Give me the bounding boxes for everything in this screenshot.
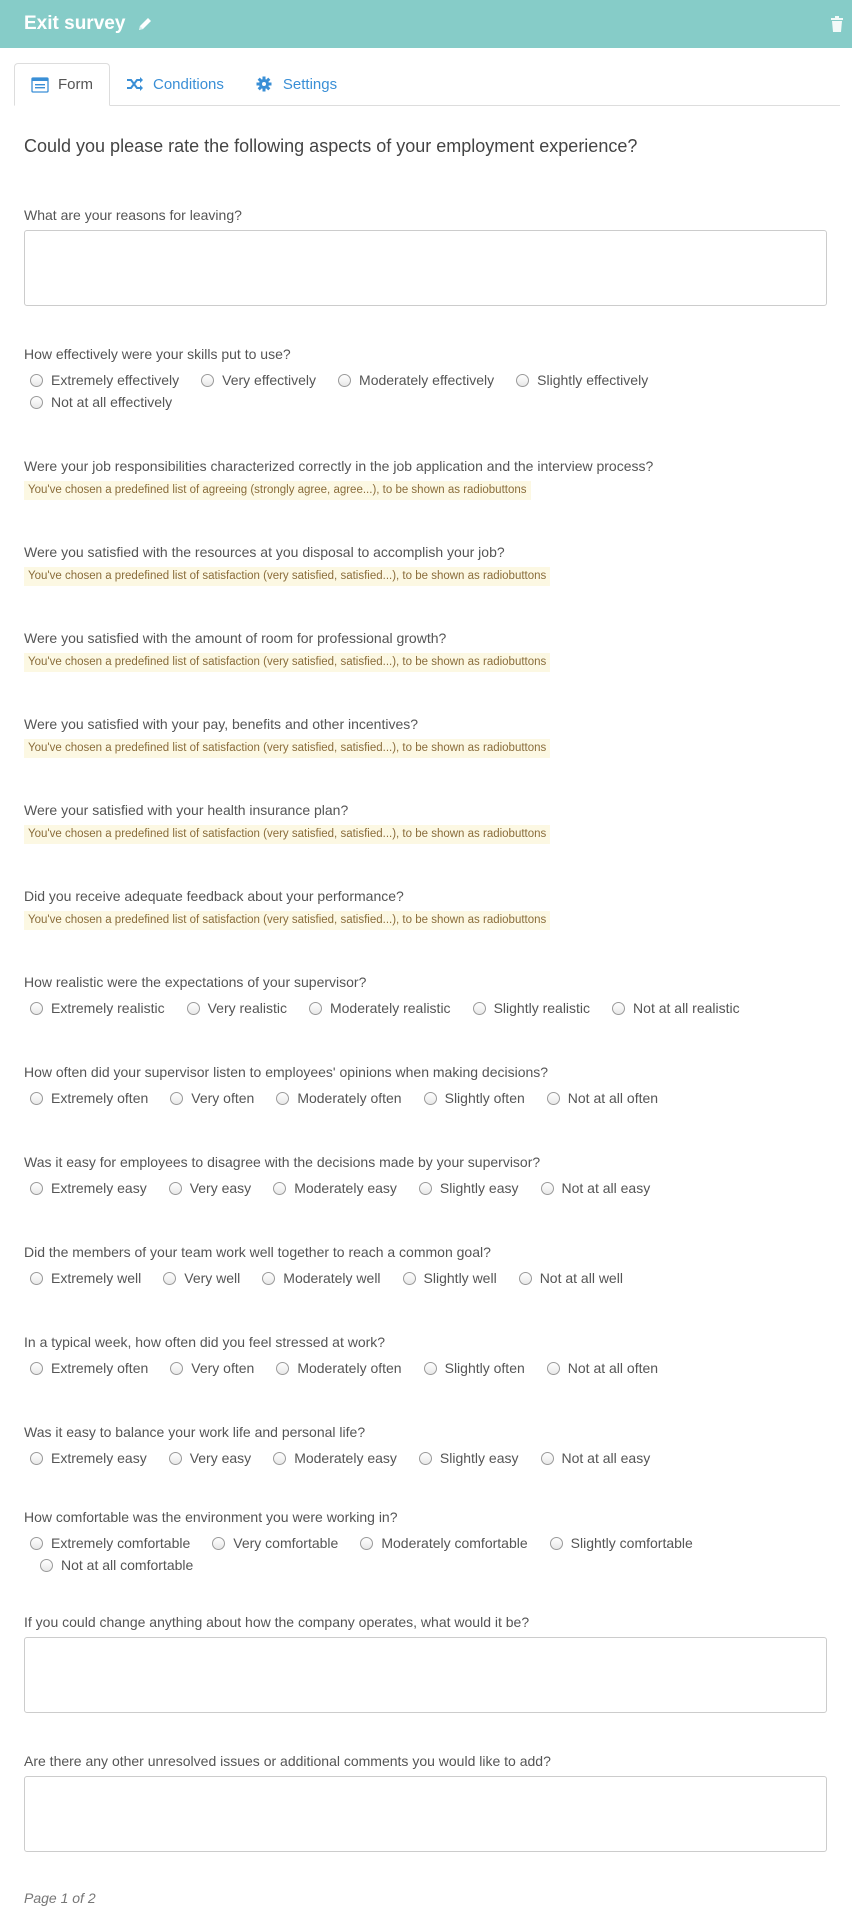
radio-button[interactable] bbox=[163, 1272, 176, 1285]
question-13 bbox=[24, 1332, 828, 1379]
radio-option[interactable] bbox=[195, 369, 316, 391]
radio-option[interactable] bbox=[467, 997, 590, 1019]
radio-button[interactable] bbox=[547, 1362, 560, 1375]
question-15 bbox=[24, 1507, 828, 1576]
answer-textarea[interactable] bbox=[24, 1776, 827, 1852]
radio-option-label: Moderately often bbox=[297, 1090, 402, 1106]
question-label: How effectively were your skills put to use? bbox=[24, 346, 291, 362]
question-1 bbox=[24, 205, 828, 306]
tab-settings-label: Settings bbox=[282, 75, 338, 93]
radio-button[interactable] bbox=[262, 1272, 275, 1285]
question-2 bbox=[24, 344, 828, 413]
predefined-list-note: You've chosen a predefined list of satisfaction (very satisfied, satisfied...), to be shown as radiobuttons bbox=[24, 653, 550, 672]
question-5 bbox=[24, 628, 828, 672]
radio-button[interactable] bbox=[419, 1182, 432, 1195]
radio-option[interactable] bbox=[413, 1177, 519, 1199]
radio-button[interactable] bbox=[419, 1452, 432, 1465]
radio-button[interactable] bbox=[541, 1452, 554, 1465]
radio-option-label: Extremely easy bbox=[51, 1450, 147, 1466]
radio-button[interactable] bbox=[547, 1092, 560, 1105]
radio-option[interactable] bbox=[24, 1177, 147, 1199]
radio-option-label: Moderately easy bbox=[294, 1180, 397, 1196]
radio-option[interactable] bbox=[206, 1532, 338, 1554]
radio-group bbox=[24, 1087, 828, 1109]
tab-form[interactable] bbox=[14, 63, 110, 106]
question-label: Were you satisfied with the amount of room for professional growth? bbox=[24, 630, 447, 646]
radio-option-label: Not at all comfortable bbox=[61, 1557, 194, 1573]
radio-option-label: Not at all effectively bbox=[51, 394, 173, 410]
radio-option-label: Not at all realistic bbox=[633, 1000, 740, 1016]
tab-settings[interactable] bbox=[240, 63, 353, 105]
radio-button[interactable] bbox=[424, 1092, 437, 1105]
radio-button[interactable] bbox=[473, 1002, 486, 1015]
radio-option-label: Extremely realistic bbox=[51, 1000, 165, 1016]
radio-option[interactable] bbox=[164, 1357, 254, 1379]
radio-button[interactable] bbox=[309, 1002, 322, 1015]
radio-option[interactable] bbox=[418, 1357, 525, 1379]
question-label: How realistic were the expectations of your supervisor? bbox=[24, 974, 367, 990]
radio-option-label: Very well bbox=[184, 1270, 241, 1286]
radio-group bbox=[24, 1177, 828, 1199]
radio-button[interactable] bbox=[169, 1452, 182, 1465]
radio-option[interactable] bbox=[413, 1447, 519, 1469]
question-label: Were you satisfied with the resources at you disposal to accomplish your job? bbox=[24, 544, 505, 560]
radio-option-label: Not at all easy bbox=[561, 1180, 651, 1196]
radio-button[interactable] bbox=[541, 1182, 554, 1195]
question-label: Were your job responsibilities characterized correctly in the job application and the interview process? bbox=[24, 458, 654, 474]
question-label: How comfortable was the environment you were working in? bbox=[24, 1509, 398, 1525]
predefined-list-note: You've chosen a predefined list of agreeing (strongly agree, agree...), to be shown as radiobuttons bbox=[24, 481, 531, 500]
question-10 bbox=[24, 1062, 828, 1109]
radio-option-label: Moderately easy bbox=[294, 1450, 397, 1466]
form-content bbox=[0, 133, 852, 1906]
radio-option-label: Very comfortable bbox=[233, 1535, 339, 1551]
tab-conditions[interactable] bbox=[110, 63, 240, 105]
question-4 bbox=[24, 542, 828, 586]
radio-option[interactable] bbox=[270, 1087, 401, 1109]
pencil-icon[interactable] bbox=[137, 16, 153, 32]
question-7 bbox=[24, 800, 828, 844]
radio-option-label: Extremely often bbox=[51, 1360, 149, 1376]
radio-option-label: Not at all often bbox=[567, 1360, 659, 1376]
radio-option-label: Moderately comfortable bbox=[381, 1535, 528, 1551]
radio-option[interactable] bbox=[303, 997, 451, 1019]
radio-button[interactable] bbox=[30, 374, 43, 387]
radio-option[interactable] bbox=[332, 369, 494, 391]
gear-icon bbox=[256, 76, 274, 92]
question-16 bbox=[24, 1612, 828, 1713]
radio-button[interactable] bbox=[276, 1092, 289, 1105]
radio-button[interactable] bbox=[519, 1272, 532, 1285]
radio-button[interactable] bbox=[169, 1182, 182, 1195]
radio-option-label: Slightly realistic bbox=[493, 1000, 591, 1016]
question-6 bbox=[24, 714, 828, 758]
predefined-list-note: You've chosen a predefined list of satisfaction (very satisfied, satisfied...), to be shown as radiobuttons bbox=[24, 825, 550, 844]
radio-button[interactable] bbox=[550, 1537, 563, 1550]
radio-option[interactable] bbox=[397, 1267, 497, 1289]
radio-group bbox=[24, 369, 828, 413]
radio-option[interactable] bbox=[163, 1177, 251, 1199]
answer-textarea[interactable] bbox=[24, 230, 827, 306]
radio-option-label: Moderately realistic bbox=[329, 1000, 451, 1016]
radio-button[interactable] bbox=[30, 1182, 43, 1195]
radio-option-label: Moderately well bbox=[283, 1270, 381, 1286]
radio-option-label: Very easy bbox=[189, 1180, 252, 1196]
radio-option[interactable] bbox=[24, 1267, 141, 1289]
question-label: If you could change anything about how the company operates, what would it be? bbox=[24, 1614, 530, 1630]
question-12 bbox=[24, 1242, 828, 1289]
radio-option-label: Moderately often bbox=[297, 1360, 402, 1376]
radio-option-label: Slightly often bbox=[444, 1090, 525, 1106]
radio-option-label: Slightly comfortable bbox=[570, 1535, 693, 1551]
radio-option[interactable] bbox=[270, 1357, 401, 1379]
radio-option[interactable] bbox=[513, 1267, 623, 1289]
radio-option-label: Slightly easy bbox=[439, 1180, 519, 1196]
radio-option[interactable] bbox=[541, 1357, 658, 1379]
radio-option[interactable] bbox=[544, 1532, 693, 1554]
radio-group bbox=[24, 1357, 828, 1379]
radio-option[interactable] bbox=[157, 1267, 240, 1289]
radio-option[interactable] bbox=[181, 997, 287, 1019]
radio-option[interactable] bbox=[354, 1532, 527, 1554]
radio-button[interactable] bbox=[276, 1362, 289, 1375]
radio-group bbox=[24, 1267, 828, 1289]
header-bar bbox=[0, 0, 852, 48]
question-label: In a typical week, how often did you feel stressed at work? bbox=[24, 1334, 386, 1350]
radio-button[interactable] bbox=[187, 1002, 200, 1015]
radio-option-label: Very often bbox=[191, 1090, 255, 1106]
radio-button[interactable] bbox=[30, 396, 43, 409]
question-8 bbox=[24, 886, 828, 930]
radio-option[interactable] bbox=[535, 1447, 651, 1469]
question-11 bbox=[24, 1152, 828, 1199]
radio-option[interactable] bbox=[535, 1177, 651, 1199]
radio-group bbox=[24, 997, 828, 1019]
radio-option[interactable] bbox=[606, 997, 740, 1019]
radio-option-label: Extremely easy bbox=[51, 1180, 147, 1196]
question-17 bbox=[24, 1751, 828, 1852]
radio-option[interactable] bbox=[24, 1087, 148, 1109]
trash-icon[interactable] bbox=[830, 16, 844, 32]
radio-option-label: Slightly well bbox=[423, 1270, 497, 1286]
predefined-list-note: You've chosen a predefined list of satisfaction (very satisfied, satisfied...), to be shown as radiobuttons bbox=[24, 911, 550, 930]
radio-option-label: Very effectively bbox=[222, 372, 317, 388]
radio-button[interactable] bbox=[612, 1002, 625, 1015]
radio-option-label: Extremely comfortable bbox=[51, 1535, 191, 1551]
question-14 bbox=[24, 1422, 828, 1469]
shuffle-icon bbox=[126, 76, 144, 92]
radio-option[interactable] bbox=[163, 1447, 251, 1469]
tab-conditions-label: Conditions bbox=[153, 75, 224, 93]
radio-option-label: Slightly often bbox=[444, 1360, 525, 1376]
radio-group bbox=[24, 1532, 724, 1576]
radio-button[interactable] bbox=[170, 1362, 183, 1375]
radio-option-label: Slightly effectively bbox=[537, 372, 649, 388]
radio-button[interactable] bbox=[30, 1362, 43, 1375]
question-label: Were your satisfied with your health insurance plan? bbox=[24, 802, 349, 818]
radio-button[interactable] bbox=[212, 1537, 225, 1550]
radio-option-label: Extremely effectively bbox=[51, 372, 180, 388]
page-indicator: Page 1 of 2 bbox=[24, 1890, 96, 1906]
radio-option[interactable] bbox=[24, 997, 165, 1019]
tab-bar bbox=[14, 64, 840, 106]
radio-option-label: Very often bbox=[191, 1360, 255, 1376]
radio-button[interactable] bbox=[30, 1537, 43, 1550]
radio-button[interactable] bbox=[201, 374, 214, 387]
radio-option-label: Extremely often bbox=[51, 1090, 149, 1106]
radio-option-label: Very realistic bbox=[207, 1000, 287, 1016]
predefined-list-note: You've chosen a predefined list of satisfaction (very satisfied, satisfied...), to be shown as radiobuttons bbox=[24, 739, 550, 758]
radio-button[interactable] bbox=[30, 1452, 43, 1465]
radio-option[interactable] bbox=[541, 1087, 658, 1109]
radio-option[interactable] bbox=[24, 1532, 190, 1554]
radio-button[interactable] bbox=[30, 1272, 43, 1285]
question-label: What are your reasons for leaving? bbox=[24, 207, 242, 223]
radio-option-label: Not at all often bbox=[567, 1090, 659, 1106]
radio-option-label: Not at all easy bbox=[561, 1450, 651, 1466]
radio-option-label: Extremely well bbox=[51, 1270, 142, 1286]
radio-button[interactable] bbox=[30, 1092, 43, 1105]
radio-option-label: Slightly easy bbox=[439, 1450, 519, 1466]
radio-button[interactable] bbox=[403, 1272, 416, 1285]
question-label: Was it easy for employees to disagree with the decisions made by your supervisor? bbox=[24, 1154, 541, 1170]
radio-option[interactable] bbox=[256, 1267, 380, 1289]
radio-button[interactable] bbox=[273, 1452, 286, 1465]
question-label: Are there any other unresolved issues or additional comments you would like to add? bbox=[24, 1753, 551, 1769]
survey-title: Exit survey bbox=[24, 13, 126, 34]
radio-group bbox=[24, 1447, 828, 1469]
question-label: Did you receive adequate feedback about your performance? bbox=[24, 888, 404, 904]
question-label: How often did your supervisor listen to employees' opinions when making decisions? bbox=[24, 1064, 549, 1080]
radio-button[interactable] bbox=[338, 374, 351, 387]
question-label: Was it easy to balance your work life and personal life? bbox=[24, 1424, 366, 1440]
radio-button[interactable] bbox=[273, 1182, 286, 1195]
radio-option-label: Very easy bbox=[189, 1450, 252, 1466]
radio-option[interactable] bbox=[24, 1357, 148, 1379]
radio-button[interactable] bbox=[516, 374, 529, 387]
radio-option[interactable] bbox=[34, 1554, 193, 1576]
radio-button[interactable] bbox=[40, 1559, 53, 1572]
radio-option[interactable] bbox=[164, 1087, 254, 1109]
form-intro: Could you please rate the following aspects of your employment experience? bbox=[24, 136, 638, 156]
radio-option[interactable] bbox=[267, 1177, 397, 1199]
radio-option[interactable] bbox=[24, 1447, 147, 1469]
radio-option-label: Not at all well bbox=[539, 1270, 623, 1286]
radio-option-label: Moderately effectively bbox=[359, 372, 495, 388]
radio-option[interactable] bbox=[418, 1087, 525, 1109]
radio-option[interactable] bbox=[24, 391, 172, 413]
radio-option[interactable] bbox=[510, 369, 648, 391]
question-list bbox=[24, 205, 828, 1852]
radio-button[interactable] bbox=[170, 1092, 183, 1105]
question-label: Were you satisfied with your pay, benefits and other incentives? bbox=[24, 716, 419, 732]
radio-button[interactable] bbox=[360, 1537, 373, 1550]
predefined-list-note: You've chosen a predefined list of satisfaction (very satisfied, satisfied...), to be shown as radiobuttons bbox=[24, 567, 550, 586]
header-title-group bbox=[24, 13, 153, 35]
radio-option[interactable] bbox=[267, 1447, 397, 1469]
question-9 bbox=[24, 972, 828, 1019]
form-icon bbox=[31, 77, 49, 93]
tab-form-label: Form bbox=[58, 76, 93, 93]
question-label: Did the members of your team work well together to reach a common goal? bbox=[24, 1244, 491, 1260]
radio-button[interactable] bbox=[424, 1362, 437, 1375]
radio-option[interactable] bbox=[24, 369, 179, 391]
question-3 bbox=[24, 456, 828, 500]
answer-textarea[interactable] bbox=[24, 1637, 827, 1713]
radio-button[interactable] bbox=[30, 1002, 43, 1015]
